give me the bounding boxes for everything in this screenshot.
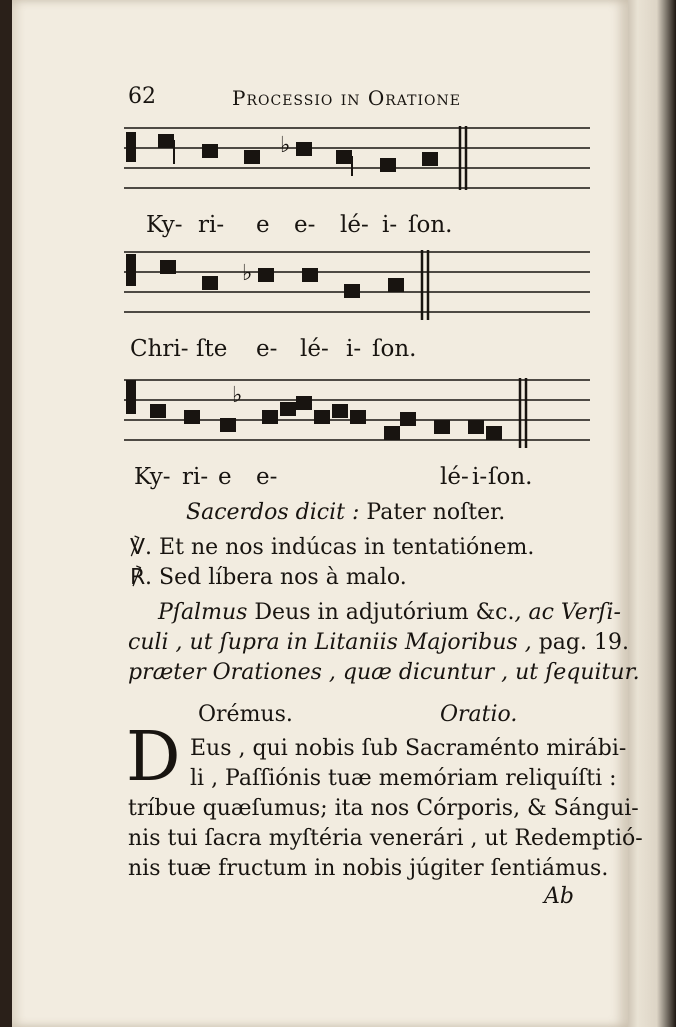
syllable: ſon. bbox=[408, 212, 453, 238]
versicle-text: Et ne nos indúcas in tentatiónem. bbox=[159, 535, 535, 560]
rubric-line bbox=[186, 500, 505, 525]
psalm-text: pag. 19. bbox=[538, 630, 629, 655]
syllable: ſon. bbox=[372, 336, 417, 362]
catchword: Ab bbox=[544, 884, 574, 909]
syllable: lé- bbox=[440, 464, 469, 490]
syllable: lé- bbox=[340, 212, 369, 238]
lyric-line-1 bbox=[0, 212, 676, 242]
chant-staff-2 bbox=[124, 244, 590, 326]
syllable: ſon. bbox=[488, 464, 533, 490]
rubric-text: Pater noſter. bbox=[366, 500, 506, 525]
page-edge bbox=[628, 0, 676, 1027]
syllable: lé- bbox=[300, 336, 329, 362]
oremus-label: Orémus. bbox=[198, 702, 293, 727]
syllable: ri- bbox=[198, 212, 225, 238]
running-header: Processio in Oratione bbox=[232, 86, 461, 110]
psalm-italic: culi , ut ſupra in Litaniis Majoribus , bbox=[128, 630, 532, 655]
psalm-italic: , ac Verſi- bbox=[514, 600, 621, 625]
syllable: ri- bbox=[182, 464, 209, 490]
lyric-line-2 bbox=[0, 336, 676, 366]
syllable: Ky- bbox=[134, 464, 171, 490]
chant-staff-1 bbox=[124, 120, 590, 200]
response-text: Sed líbera nos à malo. bbox=[159, 565, 407, 590]
response-symbol: ℟. bbox=[130, 565, 153, 590]
syllable: Chri- bbox=[130, 336, 189, 362]
psalm-line-1 bbox=[158, 600, 621, 625]
response-line bbox=[130, 565, 407, 590]
psalm-text: Deus in adjutórium &c. bbox=[254, 600, 515, 625]
syllable: i- bbox=[346, 336, 362, 362]
prayer-line-1: Eus , qui nobis ſub Sacraménto mirábi- bbox=[190, 736, 627, 761]
syllable: ſte bbox=[196, 336, 228, 362]
prayer-line-2: li , Paſſiónis tuæ memóriam reliquíſti : bbox=[190, 766, 617, 791]
svg-text:♭: ♭ bbox=[280, 133, 291, 158]
prayer-line-3: tríbue quæſumus; ita nos Córporis, & Sángui- bbox=[128, 796, 639, 821]
svg-text:♭: ♭ bbox=[242, 261, 253, 286]
lyric-line-3 bbox=[0, 464, 676, 494]
psalm-line-2 bbox=[128, 630, 629, 655]
prayer-line-5: nis tuæ fructum in nobis júgiter ſentiámus. bbox=[128, 856, 609, 881]
versicle-line bbox=[130, 535, 534, 560]
syllable: e- bbox=[294, 212, 316, 238]
svg-text:♭: ♭ bbox=[232, 383, 243, 408]
syllable: e bbox=[218, 464, 232, 490]
psalm-line-3: præter Orationes , quæ dicuntur , ut ſequitur. bbox=[128, 660, 640, 685]
versicle-symbol: ℣. bbox=[130, 535, 153, 560]
psalm-italic: Pſalmus bbox=[158, 600, 248, 625]
syllable: Ky- bbox=[146, 212, 183, 238]
syllable: i- bbox=[472, 464, 488, 490]
oratio-label: Oratio. bbox=[440, 702, 518, 727]
syllable: e- bbox=[256, 464, 278, 490]
chant-staff-3 bbox=[124, 372, 590, 454]
rubric-italic: Sacerdos dicit : bbox=[186, 500, 360, 525]
syllable: e bbox=[256, 212, 270, 238]
book-gutter bbox=[0, 0, 12, 1027]
drop-cap: D bbox=[126, 718, 181, 797]
page-number: 62 bbox=[128, 84, 156, 109]
prayer-line-4: nis tui ſacra myſtéria venerári , ut Redemptió- bbox=[128, 826, 643, 851]
syllable: e- bbox=[256, 336, 278, 362]
syllable: i- bbox=[382, 212, 398, 238]
